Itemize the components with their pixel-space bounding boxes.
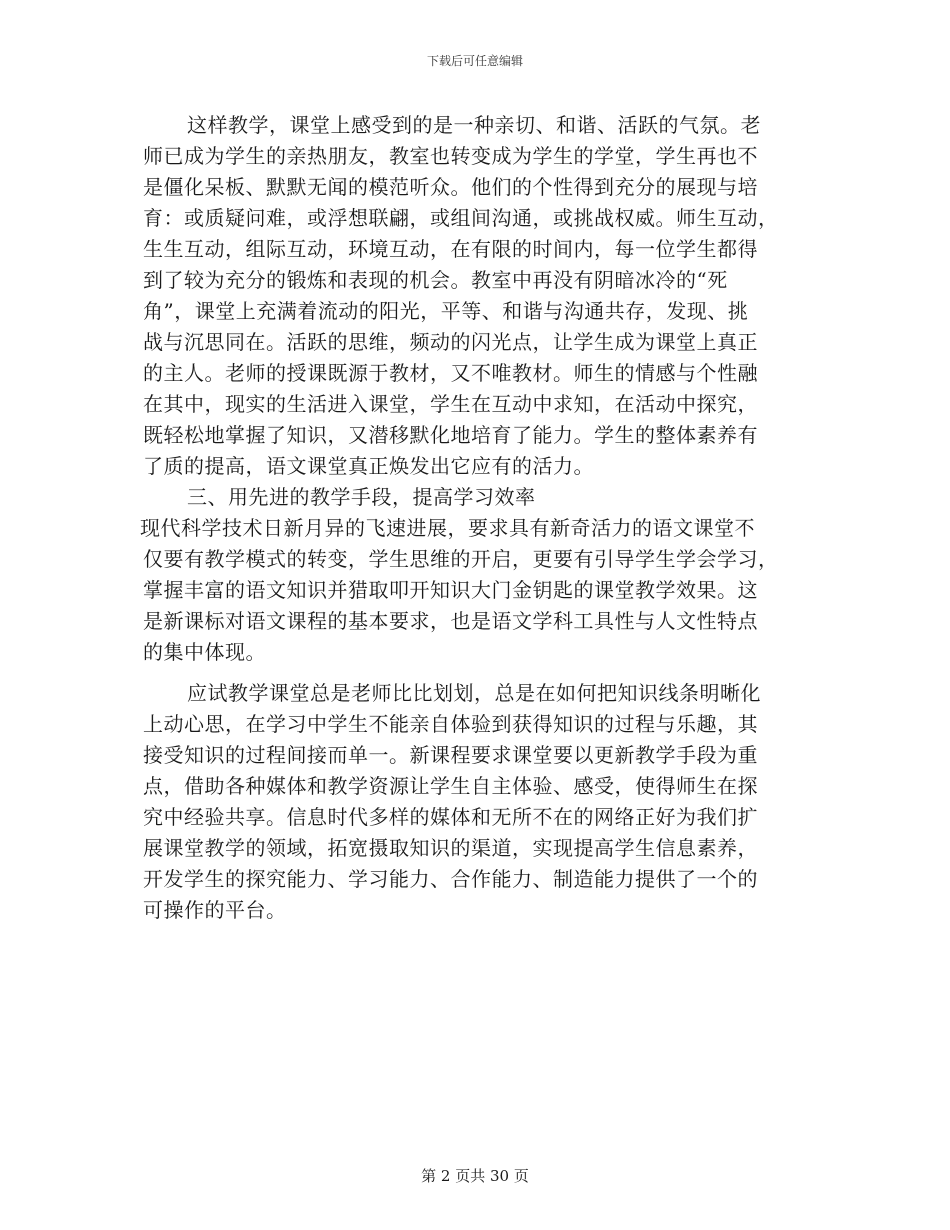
text-line: 在其中，现实的生活进入课堂，学生在互动中求知，在活动中探究， [143,392,758,416]
text-line: 生生互动，组际互动，环境互动，在有限的时间内，每一位学生都得 [143,237,758,261]
text-line: 了质的提高，语文课堂真正焕发出它应有的活力。 [143,454,594,478]
text-line: 开发学生的探究能力、学习能力、合作能力、制造能力提供了一个的 [143,867,758,891]
text-line: 的集中体现。 [143,640,266,664]
text-line: 展课堂教学的领域，拓宽摄取知识的渠道，实现提高学生信息素养， [143,836,758,860]
text-line: 是新课标对语文课程的基本要求，也是语文学科工具性与人文性特点 [143,609,758,633]
text-line: 师已成为学生的亲热朋友，教室也转变成为学生的学堂，学生再也不 [143,144,758,168]
page-number: 第 2 页共 30 页 [421,1167,529,1185]
text-line: 育：或质疑问难，或浮想联翩，或组间沟通，或挑战权威。师生互动， [143,206,779,230]
paragraph-modern-technology [140,513,803,668]
text-line: 仅要有教学模式的转变，学生思维的开启，更要有引导学生学会学习， [143,547,779,571]
text-line: 究中经验共享。信息时代多样的媒体和无所不在的网络正好为我们扩 [143,805,758,829]
paragraph-classroom-atmosphere [143,110,803,482]
text-line: 应试教学课堂总是老师比比划划，总是在如何把知识线条明晰化 [187,681,761,705]
text-line: 的主人。老师的授课既源于教材，又不唯教材。师生的情感与个性融 [143,361,758,385]
section-heading-text: 三、用先进的教学手段，提高学习效率 [187,485,536,509]
text-line: 点，借助各种媒体和教学资源让学生自主体验、感受，使得师生在探 [143,774,758,798]
text-line: 现代科学技术日新月异的飞速进展，要求具有新奇活力的语文课堂不 [140,516,755,540]
page-header-note: 下载后可任意编辑 [426,54,523,68]
document-body [140,110,803,926]
text-line: 战与沉思同在。活跃的思维，频动的闪光点，让学生成为课堂上真正 [143,330,758,354]
text-line: 这样教学，课堂上感受到的是一种亲切、和谐、活跃的气氛。老 [187,113,761,137]
text-line: 角”，课堂上充满着流动的阳光，平等、和谐与沟通共存，发现、挑 [143,299,749,323]
text-line: 接受知识的过程间接而单一。新课程要求课堂要以更新教学手段为重 [143,743,758,767]
text-line: 到了较为充分的锻炼和表现的机会。教室中再没有阴暗冰冷的“死 [143,268,728,292]
text-line: 既轻松地掌握了知识，又潜移默化地培育了能力。学生的整体素养有 [143,423,758,447]
text-line: 掌握丰富的语文知识并猎取叩开知识大门金钥匙的课堂教学效果。这 [143,578,758,602]
text-line: 上动心思，在学习中学生不能亲自体验到获得知识的过程与乐趣，其 [143,712,758,736]
section-heading [143,482,803,513]
text-line: 是僵化呆板、默默无闻的模范听众。他们的个性得到充分的展现与培 [143,175,758,199]
paragraph-exam-oriented-teaching [143,678,803,926]
text-line: 可操作的平台。 [143,898,287,922]
